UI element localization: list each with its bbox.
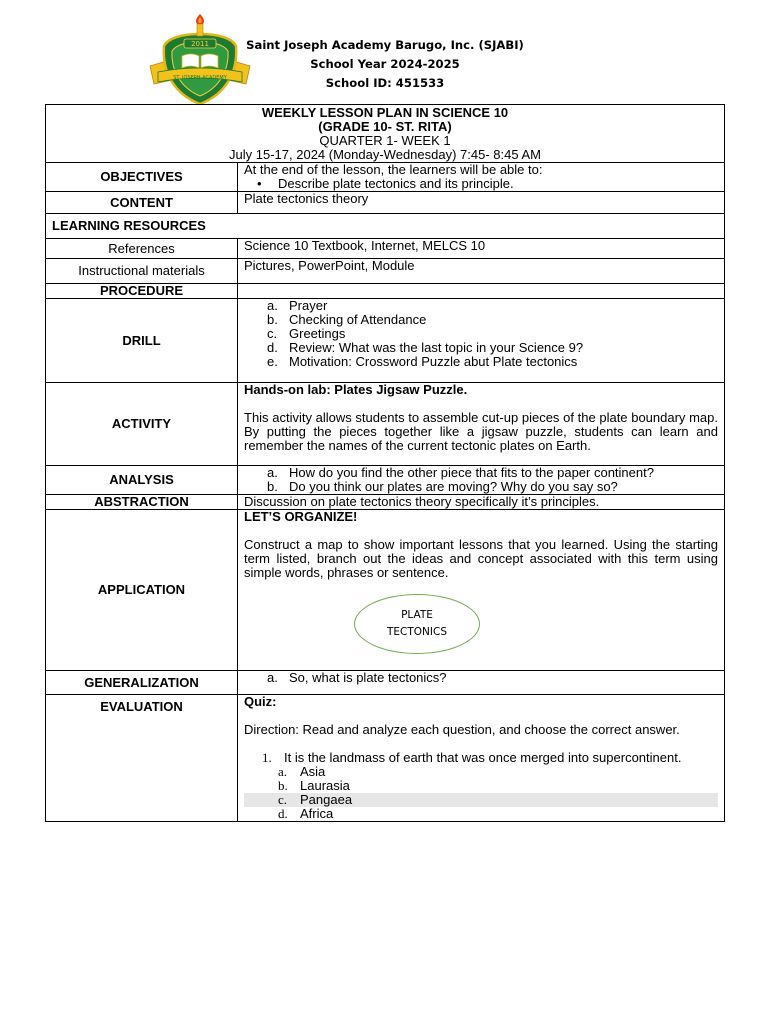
evaluation-row — [46, 695, 725, 822]
materials-row — [46, 259, 725, 284]
school-name: Saint Joseph Academy Barugo, Inc. (SJABI) — [246, 38, 524, 52]
list-item: a. Prayer — [267, 298, 328, 313]
generalization-row — [46, 671, 725, 695]
abstraction-label: ABSTRACTION — [46, 495, 238, 510]
quarter-week: QUARTER 1- WEEK 1 — [319, 133, 451, 148]
concept-map-oval — [354, 594, 480, 654]
content-row — [46, 192, 725, 214]
materials-label: Instructional materials — [46, 259, 238, 284]
content-text: Plate tectonics theory — [238, 192, 725, 214]
resources-row — [46, 214, 725, 239]
activity-text: This activity allows students to assemble cut-up pieces of the plate boundary map. By putting the pieces together like a jigsaw puzzle, students can learn and remember the names of the current tectonic plates on Earth. — [244, 410, 718, 453]
abstraction-row — [46, 495, 725, 510]
quiz-direction: Direction: Read and analyze each question, and choose the correct answer. — [244, 722, 680, 737]
quiz-heading: Quiz: — [244, 694, 277, 709]
drill-label: DRILL — [46, 299, 238, 383]
analysis-cell — [238, 466, 725, 495]
list-item: b. Checking of Attendance — [267, 312, 427, 327]
learning-resources-label: LEARNING RESOURCES — [46, 214, 725, 239]
oval-line-2: TECTONICS — [386, 626, 447, 638]
objective-item: • Describe plate tectonics and its principle. — [244, 177, 718, 191]
application-row — [46, 510, 725, 671]
references-row — [46, 239, 725, 259]
application-text: Construct a map to show important lessons that you learned. Using the starting term listed, branch out the ideas and concept associated with this term using simple words, phrases or sentence. — [244, 537, 718, 580]
evaluation-cell — [238, 695, 725, 822]
objectives-label: OBJECTIVES — [46, 163, 238, 192]
references-label: References — [46, 239, 238, 259]
application-cell — [238, 510, 725, 671]
procedure-label: PROCEDURE — [46, 284, 238, 299]
activity-heading: Hands-on lab: Plates Jigsaw Puzzle. — [244, 382, 468, 397]
list-item: a. How do you find the other piece that fits to the paper continent? — [267, 465, 654, 480]
application-heading: LET’S ORGANIZE! — [244, 509, 358, 524]
oval-line-1: PLATE — [401, 609, 433, 621]
title-block — [46, 105, 725, 163]
drill-cell — [238, 299, 725, 383]
list-item: d. Review: What was the last topic in your Science 9? — [267, 340, 584, 355]
school-id: School ID: 451533 — [325, 76, 445, 90]
analysis-row — [46, 466, 725, 495]
quiz-question: 1. It is the landmass of earth that was once merged into supercontinent. — [262, 750, 682, 765]
activity-row — [46, 383, 725, 466]
plan-title: WEEKLY LESSON PLAN IN SCIENCE 10 — [261, 105, 509, 120]
content-label: CONTENT — [46, 192, 238, 214]
procedure-empty — [238, 284, 725, 299]
quiz-choice-highlighted: c. Pangaea — [244, 793, 718, 807]
objectives-row — [46, 163, 725, 192]
objectives-intro: At the end of the lesson, the learners will be able to: — [244, 162, 543, 177]
drill-row — [46, 299, 725, 383]
generalization-label: GENERALIZATION — [46, 671, 238, 695]
list-item: b. Do you think our plates are moving? Why do you say so? — [267, 479, 618, 494]
activity-label: ACTIVITY — [46, 383, 238, 466]
list-item: e. Motivation: Crossword Puzzle abut Plate tectonics — [267, 354, 578, 369]
title-row — [46, 105, 725, 163]
materials-text: Pictures, PowerPoint, Module — [238, 259, 725, 284]
abstraction-text: Discussion on plate tectonics theory specifically it’s principles. — [238, 495, 725, 510]
svg-text:2011: 2011 — [191, 40, 209, 48]
procedure-row — [46, 284, 725, 299]
quiz-choice: a. Asia — [278, 764, 326, 779]
grade-section: (GRADE 10- ST. RITA) — [318, 119, 452, 134]
list-item: c. Greetings — [267, 326, 346, 341]
activity-cell — [238, 383, 725, 466]
svg-text:ST. JOSEPH ACADEMY: ST. JOSEPH ACADEMY — [173, 75, 227, 81]
quiz-choice: d. Africa — [278, 806, 334, 821]
list-item: a. So, what is plate tectonics? — [267, 670, 447, 685]
references-text: Science 10 Textbook, Internet, MELCS 10 — [238, 239, 725, 259]
objectives-cell — [238, 163, 725, 192]
analysis-label: ANALYSIS — [46, 466, 238, 495]
generalization-cell — [238, 671, 725, 695]
lesson-plan-table — [45, 104, 725, 822]
school-year: School Year 2024-2025 — [310, 57, 460, 71]
schedule: July 15-17, 2024 (Monday-Wednesday) 7:45- 8:45 AM — [229, 147, 541, 162]
application-label: APPLICATION — [46, 510, 238, 671]
evaluation-label: EVALUATION — [46, 695, 238, 822]
quiz-choice: b. Laurasia — [278, 778, 350, 793]
